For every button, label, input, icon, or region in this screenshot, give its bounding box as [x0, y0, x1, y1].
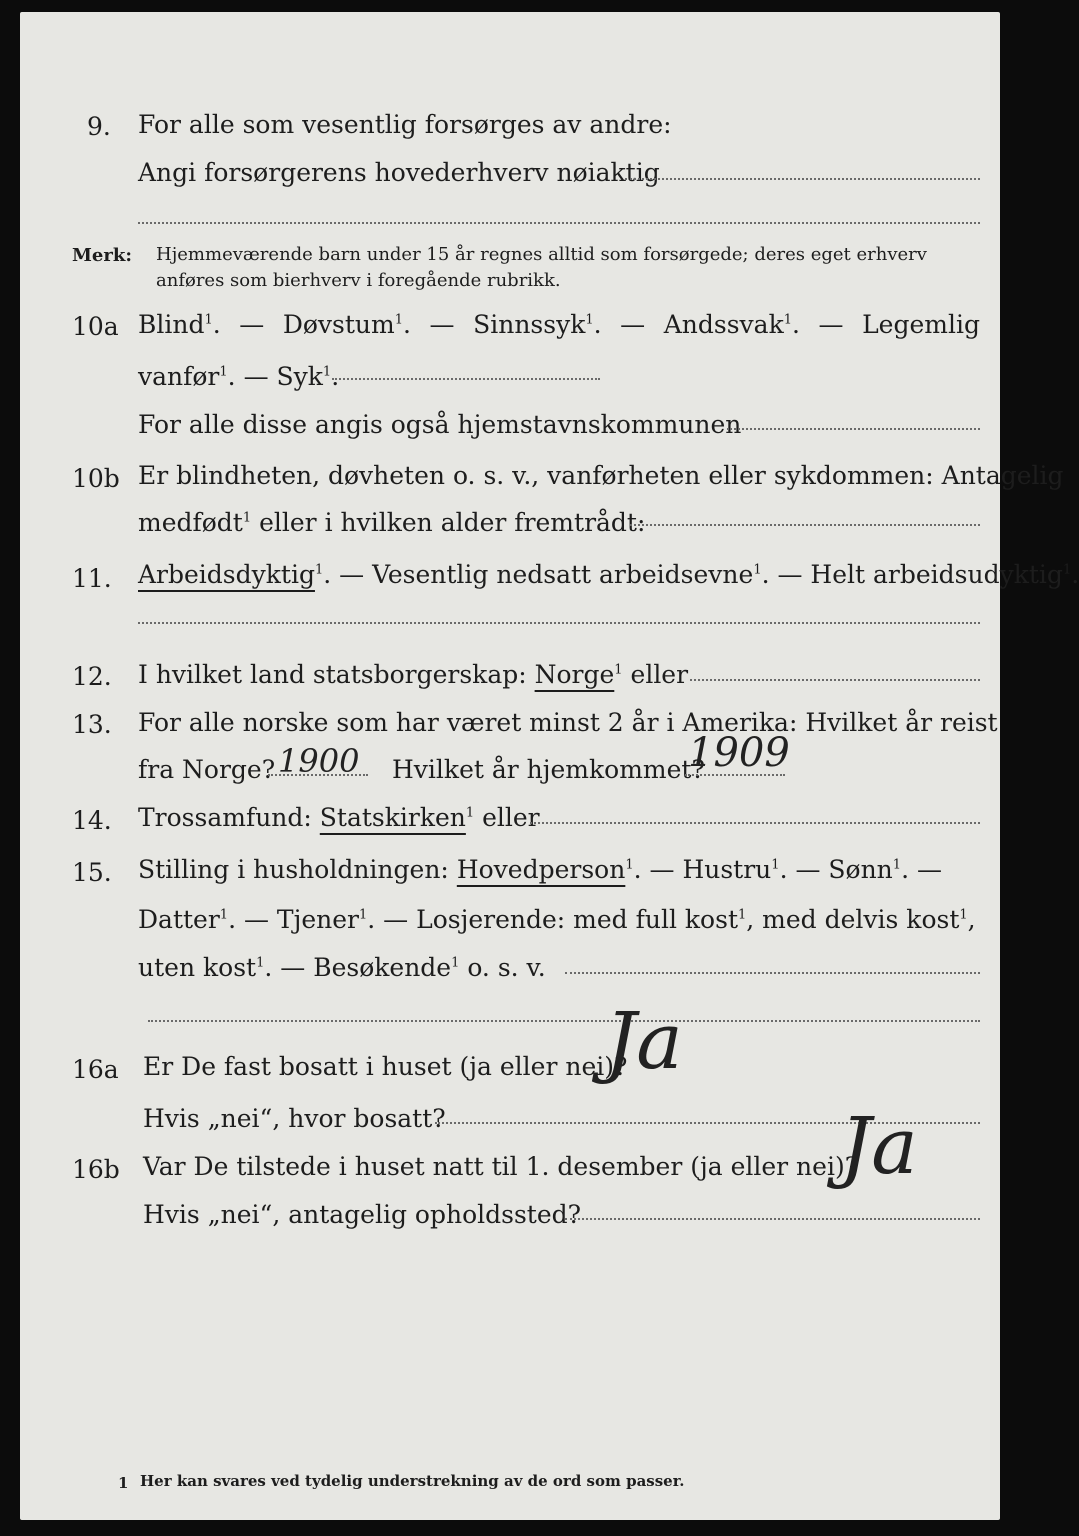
q13-line1: For alle norske som har været minst 2 år i Amerika: Hvilket år reist [138, 708, 998, 737]
option-statskirken[interactable]: Statskirken [319, 803, 466, 832]
option-datter[interactable]: Datter [138, 905, 220, 934]
census-form-page [20, 12, 1079, 1520]
q11-line: Arbeidsdyktig$^1$. — Vesentlig nedsatt arbeidsevne$^1$. — Helt arbeidsudyktig$^1$. [138, 560, 1079, 589]
option-full-kost[interactable]: . — Losjerende: med full kost [367, 905, 738, 934]
q16b-line1: Var De tilstede i huset natt til 1. desember (ja eller nei)? [143, 1152, 859, 1181]
q16b-line2: Hvis „nei“, antagelig opholdssted? [143, 1200, 582, 1229]
option-sonn[interactable]: . — Sønn [779, 855, 893, 884]
q10a-syk-line [332, 378, 600, 380]
q9-answer-line-2 [138, 222, 980, 224]
answer-tilstede-ja: Ja [840, 1102, 918, 1192]
option-nedsatt[interactable]: . — Vesentlig nedsatt arbeidsevne [323, 560, 754, 589]
q9-line2: Angi forsørgerens hovederhverv nøiaktig [138, 158, 660, 187]
q12-answer-line [690, 679, 980, 681]
q12-number: 12. [72, 662, 112, 691]
option-tjener[interactable]: . — Tjener [228, 905, 359, 934]
q15-answer-line-2 [148, 1020, 980, 1022]
q10b-line2: medfødt$^1$ eller i hvilken alder fremtrådt: [138, 508, 646, 537]
option-besokende[interactable]: . — Besøkende [264, 953, 452, 982]
q10a-line2: vanfør$^1$. — Syk$^1$. [138, 362, 340, 391]
option-delvis-kost[interactable]: , med delvis kost [746, 905, 960, 934]
q16a-number: 16a [72, 1055, 119, 1084]
q13-line2a: fra Norge? [138, 755, 276, 784]
option-uten-kost[interactable]: uten kost [138, 953, 257, 982]
q15-line1: Stilling i husholdningen: Hovedperson$^1$. — Hustru$^1$. — Sønn$^1$. — [138, 855, 942, 884]
option-hustru[interactable]: . — Hustru [633, 855, 772, 884]
q14-answer-line [530, 822, 980, 824]
option-medfodt[interactable]: medfødt [138, 508, 243, 537]
q10b-answer-line [630, 524, 980, 526]
option-hovedperson[interactable]: Hovedperson [456, 855, 626, 884]
q10a-hjemstavn-line [727, 428, 980, 430]
merk-line1: Hjemmeværende barn under 15 år regnes alltid som forsørgede; deres eget erhverv [156, 244, 927, 265]
q10a-number: 10a [72, 312, 119, 341]
q16a-line2: Hvis „nei“, hvor bosatt? [143, 1104, 446, 1133]
q9-number: 9. [87, 112, 111, 141]
q10b-number: 10b [72, 464, 120, 493]
option-vanfor[interactable]: vanfør [138, 362, 220, 391]
q10b-line1: Er blindheten, døvheten o. s. v., vanførheten eller sykdommen: Antagelig [138, 461, 1064, 490]
q16a-line1: Er De fast bosatt i huset (ja eller nei)? [143, 1052, 628, 1081]
option-udyktig[interactable]: . — Helt arbeidsudyktig [761, 560, 1063, 589]
option-blind[interactable]: Blind [138, 310, 205, 339]
q15-answer-line [565, 972, 980, 974]
option-dovstum[interactable]: Døvstum [282, 310, 395, 339]
q14-line: Trossamfund: Statskirken$^1$ eller [138, 803, 540, 832]
footnote-marker: 1 [118, 1474, 129, 1492]
q11-number: 11. [72, 564, 112, 593]
option-norge[interactable]: Norge [534, 660, 615, 689]
q10a-line3: For alle disse angis også hjemstavnskommunen [138, 410, 742, 439]
option-arbeidsdyktig[interactable]: Arbeidsdyktig [138, 560, 315, 589]
q13-line2b: Hvilket år hjemkommet? [392, 755, 705, 784]
option-sinnssyk[interactable]: Sinnssyk [473, 310, 586, 339]
q15-number: 15. [72, 858, 112, 887]
q9-line1: For alle som vesentlig forsørges av andre: [138, 110, 672, 139]
q16b-answer-line [565, 1218, 980, 1220]
answer-bosatt-ja: Ja [605, 997, 683, 1087]
merk-label: Merk: [72, 245, 132, 266]
q15-line2: Datter$^1$. — Tjener$^1$. — Losjerende: med full kost$^1$, med delvis kost$^1$, [138, 905, 976, 934]
answer-year-returned: 1909 [688, 730, 790, 776]
footnote-text: Her kan svares ved tydelig understrekning av de ord som passer. [140, 1472, 685, 1490]
q10a-line1: Blind$^1$. — Døvstum$^1$. — Sinnssyk$^1$. — Andssvak$^1$. — Legemlig [138, 310, 980, 339]
merk-line2: anføres som bierhverv i foregående rubrikk. [156, 270, 561, 291]
q9-answer-line [625, 178, 980, 180]
option-andssvak[interactable]: Andssvak [663, 310, 784, 339]
q12-line: I hvilket land statsborgerskap: Norge$^1$ eller [138, 660, 689, 689]
q14-number: 14. [72, 806, 112, 835]
q16b-number: 16b [72, 1155, 120, 1184]
q13-number: 13. [72, 710, 112, 739]
option-syk[interactable]: Syk [276, 362, 323, 391]
answer-year-left: 1900 [278, 742, 360, 780]
q11-answer-line [138, 622, 980, 624]
q15-line3: uten kost$^1$. — Besøkende$^1$ o. s. v. [138, 953, 546, 982]
option-legemlig[interactable]: Legemlig [862, 310, 980, 339]
